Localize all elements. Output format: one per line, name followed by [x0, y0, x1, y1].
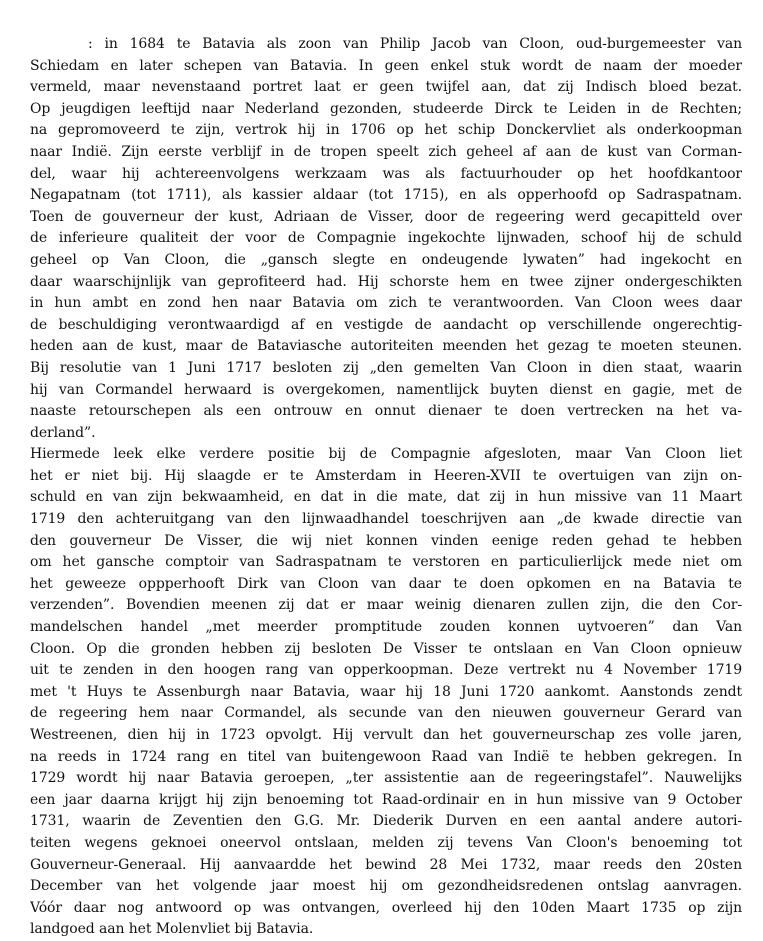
text-line: Westreenen, dien hij in 1723 opvolgt. Hij vervult dan het gouverneurschap zes volle jaren,	[30, 727, 742, 743]
text-line: verzenden”. Bovendien meenen zij dat er maar weinig dienaren zullen zijn, die den Cor-	[30, 597, 742, 614]
text-line: na gepromoveerd te zijn, vertrok hij in 1706 op het schip Donckervliet als onderkoopman	[30, 122, 742, 139]
text-line: met 't Huys te Assenburgh naar Batavia, waar hij 18 Juni 1720 aankomt. Aanstonds zendt	[30, 683, 742, 700]
text-line: : in 1684 te Batavia als zoon van Philip Jacob van Cloon, oud-burgemeester van	[88, 36, 742, 52]
text-line: Negapatnam (tot 1711), als kassier aldaar (tot 1715), en als opperhoofd op Sadraspatnam.	[30, 187, 742, 204]
text-line: 1731, waarin de Zeventien den G.G. Mr. Diederik Durven en een aantal andere autori-	[30, 813, 742, 830]
text-line: den gouverneur De Visser, die wij niet konnen vinden eenige reden gehad te hebben	[30, 532, 742, 549]
text-line: om het gansche comptoir van Sadraspatnam te verstoren en particulierlijck mede niet om	[30, 554, 742, 571]
text-line: geheel op Van Cloon, die „gansch slegte en ondeugende lywaten” had ingekocht en	[30, 251, 742, 268]
text-line: 1729 wordt hij naar Batavia geroepen, „ter assistentie aan de regeeringstafel”. Nauwelijks	[30, 770, 742, 787]
text-line: del, waar hij achtereenvolgens werkzaam was als factuurhouder op het hoofdkantoor	[30, 165, 742, 182]
text-line: Hiermede leek elke verdere positie bij de Compagnie afgesloten, maar Van Cloon liet	[30, 446, 742, 463]
biography-text	[30, 34, 742, 941]
text-line: vermeld, maar nevenstaand portret laat er geen twijfel aan, dat zij Indisch bloed bezat.	[30, 79, 742, 96]
text-line: heden aan de kust, maar de Bataviasche autoriteiten meenden het gezag te moeten steunen.	[30, 338, 742, 355]
text-line: de beschuldiging verontwaardigd af en vestigde de aandacht op verschillende ongerechtig-	[30, 316, 742, 333]
text-line: daar waarschijnlijk van geprofiteerd had. Hij schorste hem en twee zijner ondergeschikten	[30, 273, 742, 290]
text-line: het er niet bij. Hij slaagde er te Amsterdam in Heeren-XVII te overtuigen van zijn on-	[30, 467, 742, 484]
text-line: December van het volgende jaar moest hij om gezondheidsredenen ontslag aanvragen.	[30, 878, 742, 895]
text-line: in hun ambt en zond hen naar Batavia om zich te verantwoorden. Van Cloon wees daar	[30, 295, 742, 312]
text-line: mandelschen handel „met meerder promptitude zouden konnen uytvoeren” dan Van	[30, 619, 742, 636]
text-line: een jaar daarna krijgt hij zijn benoeming tot Raad-ordinair en in hun missive van 9 October	[30, 791, 742, 808]
text-line: teiten wegens geknoei oneervol ontslaan, melden zij tevens Van Cloon's benoeming tot	[30, 834, 742, 851]
text-line: 1719 den achteruitgang van den lijnwaadhandel toeschrijven aan „de kwade directie van	[30, 511, 742, 528]
text-line: de inferieure qualiteit der voor de Compagnie ingekochte lijnwaden, schoof hij de schuld	[30, 230, 742, 247]
text-line: hij van Cormandel herwaard is overgekomen, namentlijck buyten dienst en gagie, met de	[30, 381, 742, 398]
text-line: de regeering hem naar Cormandel, als secunde van den nieuwen gouverneur Gerard van	[30, 705, 742, 722]
text-line: na reeds in 1724 rang en titel van buitengewoon Raad van Indië te hebben gekregen. In	[30, 748, 742, 765]
text-line: Bij resolutie van 1 Juni 1717 besloten zij „den gemelten Van Cloon in dien staat, waarin	[30, 359, 742, 376]
text-line: het geweeze oppperhooft Dirk van Cloon van daar te doen opkomen en na Batavia te	[30, 575, 742, 592]
text-line: landgoed aan het Molenvliet bij Batavia.	[30, 921, 314, 938]
text-line: Vóór daar nog antwoord op was ontvangen, overleed hij den 10den Maart 1735 op zijn	[30, 899, 742, 916]
text-line: naaste retourschepen als een ontrouw en onnut dienaer te doen vertrecken na het va-	[30, 403, 742, 420]
text-line: naar Indië. Zijn eerste verblijf in de tropen speelt zich geheel af aan de kust van Corman-	[30, 143, 742, 160]
text-line: Gouverneur-Generaal. Hij aanvaardde het bewind 28 Mei 1732, maar reeds den 20sten	[30, 856, 742, 873]
text-line: schuld en van zijn bekwaamheid, en dat in die mate, dat zij in hun missive van 11 Maart	[30, 489, 742, 506]
text-line: derland”.	[30, 424, 96, 441]
text-line: Cloon. Op die gronden hebben zij besloten De Visser te ontslaan en Van Cloon opnieuw	[30, 640, 742, 657]
text-line: Op jeugdigen leeftijd naar Nederland gezonden, studeerde Dirck te Leiden in de Rechten;	[30, 100, 742, 117]
text-line: Toen de gouverneur der kust, Adriaan de Visser, door de regeering werd gecapitteld over	[30, 208, 742, 225]
text-line: uit te zenden in den hoogen rang van opperkoopman. Deze vertrekt nu 4 November 1719	[30, 662, 742, 679]
text-line: Schiedam en later schepen van Batavia. In geen enkel stuk wordt de naam der moeder	[30, 57, 742, 74]
